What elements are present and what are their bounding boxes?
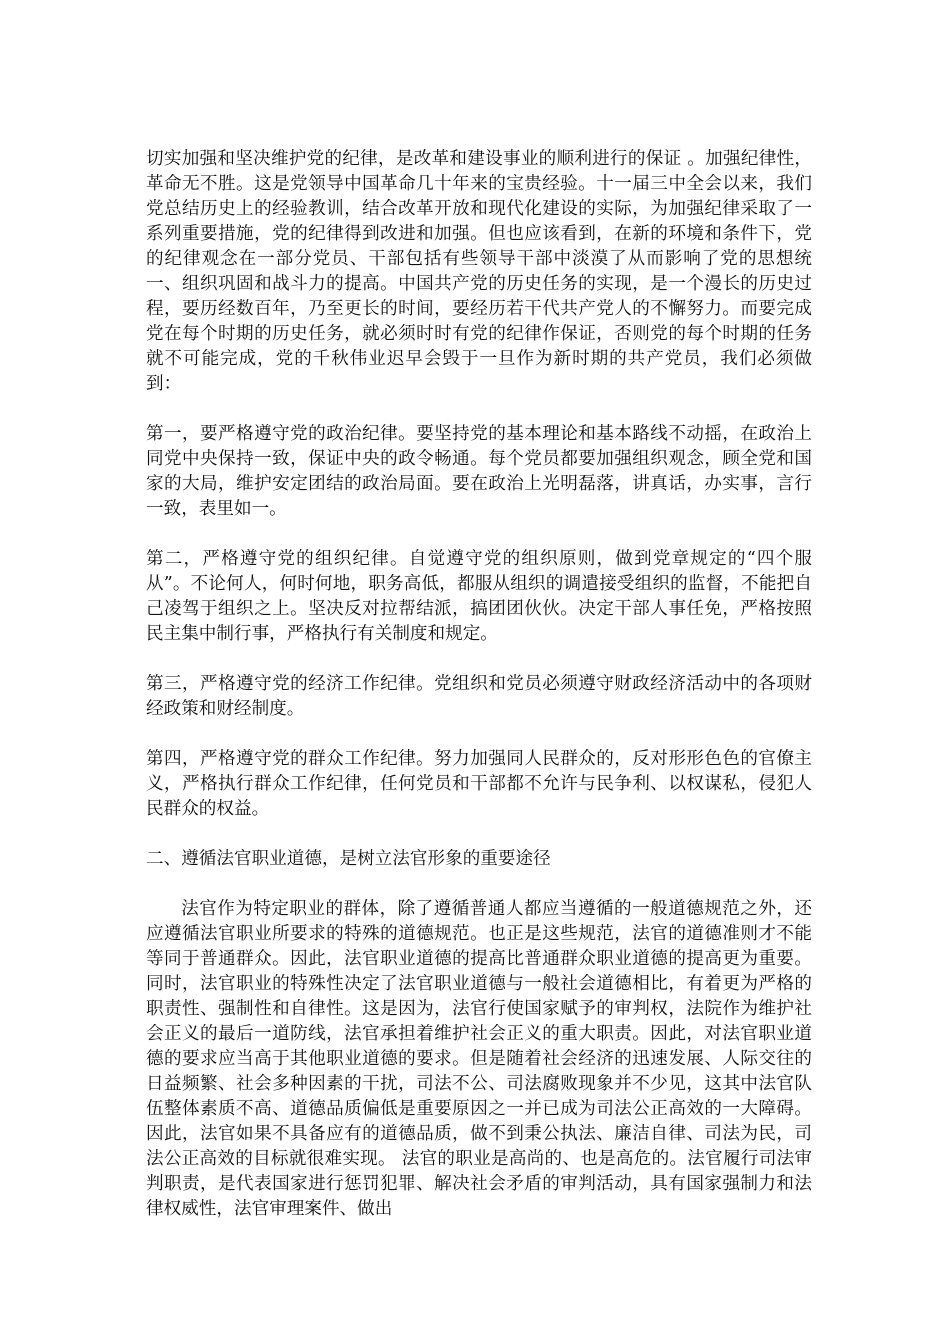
paragraph-mass-work-discipline: 第四，严格遵守党的群众工作纪律。努力加强同人民群众的，反对形形色色的官僚主义，严格执行群众工作纪律，任何党员和干部都不允许与民争利、以权谋私，侵犯人民群众的权益。 xyxy=(146,749,812,819)
paragraph-judge-ethics: 法官作为特定职业的群体，除了遵循普通人都应当遵循的一般道德规范之外，还应遵循法官职业所要求的特殊的道德规范。也正是这些规范，法官的道德准则才不能等同于普通群众。因此，法官职业道德的提高比普通群众职业道德的提高更为重要。同时，法官职业的特殊性决定了法官职业道德与一般社会道德相比，有着更为严格的职责性、强制性和自律性。这是因为，法官行使国家赋予的审判权，法院作为维护社会正义的最后一道防线，法官承担着维护社会正义的重大职责。因此，对法官职业道德的要求应当高于其他职业道德的要求。但是随着社会经济的迅速发展、人际交往的日益频繁、社会多种因素的干扰，司法不公、司法腐败现象并不少见，这其中法官队伍整体素质不高、道德品质偏低是重要原因之一并已成为司法公正高效的一大障碍。因此，法官如果不具备应有的道德品质，做不到秉公执法、廉洁自律、司法为民，司法公正高效的目标就很难实现。 法官的职业是高尚的、也是高危的。法官履行司法审判职责，是代表国家进行惩罚犯罪、解决社会矛盾的审判活动，具有国家强制力和法律权威性，法官审理案件、做出 xyxy=(146,899,812,1219)
paragraph-intro: 切实加强和坚决维护党的纪律，是改革和建设事业的顺利进行的保证 。加强纪律性，革命无不胜。这是党领导中国革命几十年来的宝贵经验。十一届三中全会以来，我们党总结历史上的经验教训，结合改革开放和现代化建设的实际，为加强纪律采取了一系列重要措施，党的纪律得到改进和加强。但也应该看到，在新的环境和条件下，党的纪律观念在一部分党员、干部包括有些领导干部中淡漠了从而影响了党的思想统一、组织巩固和战斗力的提高。中国共产党的历史任务的实现，是一个漫长的历史过程，要历经数百年，乃至更长的时间，要经历若干代共产党人的不懈努力。而要完成党在每个时期的历史任务，就必须时时有党的纪律作保证，否则党的每个时期的任务就不可能完成，党的千秋伟业迟早会毁于一旦作为新时期的共产党员，我们必须做到： xyxy=(146,149,812,394)
paragraph-organizational-discipline: 第二，严格遵守党的组织纪律。自觉遵守党的组织原则，做到党章规定的“四个服从”。不论何人，何时何地，职务高低，都服从组织的调遣接受组织的监督，不能把自己凌驾于组织之上。坚决反对拉帮结派，搞团团伙伙。决定干部人事任免，严格按照民主集中制行事，严格执行有关制度和规定。 xyxy=(146,549,812,644)
document-page xyxy=(146,147,812,1247)
paragraph-economic-discipline: 第三，严格遵守党的经济工作纪律。党组织和党员必须遵守财政经济活动中的各项财经政策和财经制度。 xyxy=(146,674,812,719)
paragraph-political-discipline: 第一，要严格遵守党的政治纪律。要坚持党的基本理论和基本路线不动摇，在政治上同党中央保持一致，保证中央的政令畅通。每个党员都要加强组织观念，顾全党和国家的大局，维护安定团结的政治局面。要在政治上光明磊落，讲真话，办实事，言行一致，表里如一。 xyxy=(146,424,812,519)
section-heading: 二、遵循法官职业道德，是树立法官形象的重要途径 xyxy=(146,849,551,869)
